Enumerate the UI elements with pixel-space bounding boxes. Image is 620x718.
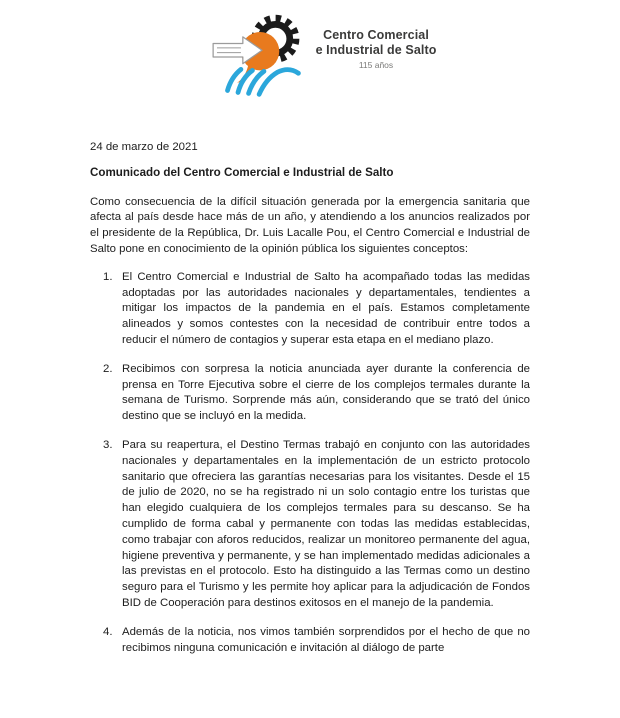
list-item <box>90 362 530 425</box>
waves-icon <box>227 69 298 94</box>
numbered-list <box>90 270 530 657</box>
item-text: Recibimos con sorpresa la noticia anunciada ayer durante la conferencia de prensa en Torre Ejecutiva sobre el cierre de los complejos termales durante la semana de Turismo. Sorprende más aún, considerando que se trató del único destino que se incluyó en la medida. <box>122 362 530 423</box>
list-item <box>90 438 530 612</box>
org-logo-text <box>316 28 437 84</box>
logo-emblem <box>212 10 312 102</box>
item-number: 3. <box>103 438 113 451</box>
org-logo <box>14 10 620 102</box>
list-item <box>90 270 530 349</box>
item-number: 4. <box>103 625 113 638</box>
item-text: Para su reapertura, el Destino Termas trabajó en conjunto con las autoridades nacionales y departamentales en la implementación de un estricto protocolo sanitario que ofreciera las garantías necesarias para los visitantes. Desde el 15 de julio de 2020, no se ha registrado ni un solo contagio entre los turistas que han elegido cualquiera de los complejos termales para su descanso. Se ha cumplido de forma cabal y permanente con todas las medidas establecidas, como trabajar con aforos reducidos, realizar un monitoreo permanente del agua, higiene preventiva y permanente, y se han implementado medidas adicionales a las previstas en el protocolo. Esto ha distinguido a las Termas como un destino seguro para el Turismo y les permite hoy aplicar para la adjudicación de Fondos BID de Cooperación para destinos exitosos en el manejo de la pandemia. <box>122 438 530 609</box>
letter-date: 24 de marzo de 2021 <box>90 141 198 153</box>
intro-paragraph: Como consecuencia de la difícil situación generada por la emergencia sanitaria que afecta al país desde hace más de un año, y atendiendo a los anuncios realizados por el presidente de la República, Dr. Luis Lacalle Pou, el Centro Comercial e Industrial de Salto pone en conocimiento de la opinión pública los siguientes conceptos: <box>90 195 530 255</box>
org-name-line1: Centro Comercial <box>323 28 429 42</box>
list-item <box>90 625 530 657</box>
letter-body <box>90 140 530 669</box>
letter-title: Comunicado del Centro Comercial e Industrial de Salto <box>90 165 394 179</box>
org-name-line2: e Industrial de Salto <box>315 43 437 57</box>
item-number: 1. <box>103 270 113 283</box>
org-anniversary: 115 años <box>358 60 394 70</box>
item-text: Además de la noticia, nos vimos también sorprendidos por el hecho de que no recibimos ninguna comunicación e invitación al diálogo de parte <box>122 625 530 654</box>
item-text: El Centro Comercial e Industrial de Salto ha acompañado todas las medidas adoptadas por las autoridades nacionales y departamentales, tendientes a mitigar los impactos de la pandemia en el país. Estamos completamente alineados y somos contestes con la necesidad de contribuir entre todos a reducir el número de contagios y superar esta etapa en el mediano plazo. <box>122 270 530 346</box>
item-number: 2. <box>103 362 113 375</box>
